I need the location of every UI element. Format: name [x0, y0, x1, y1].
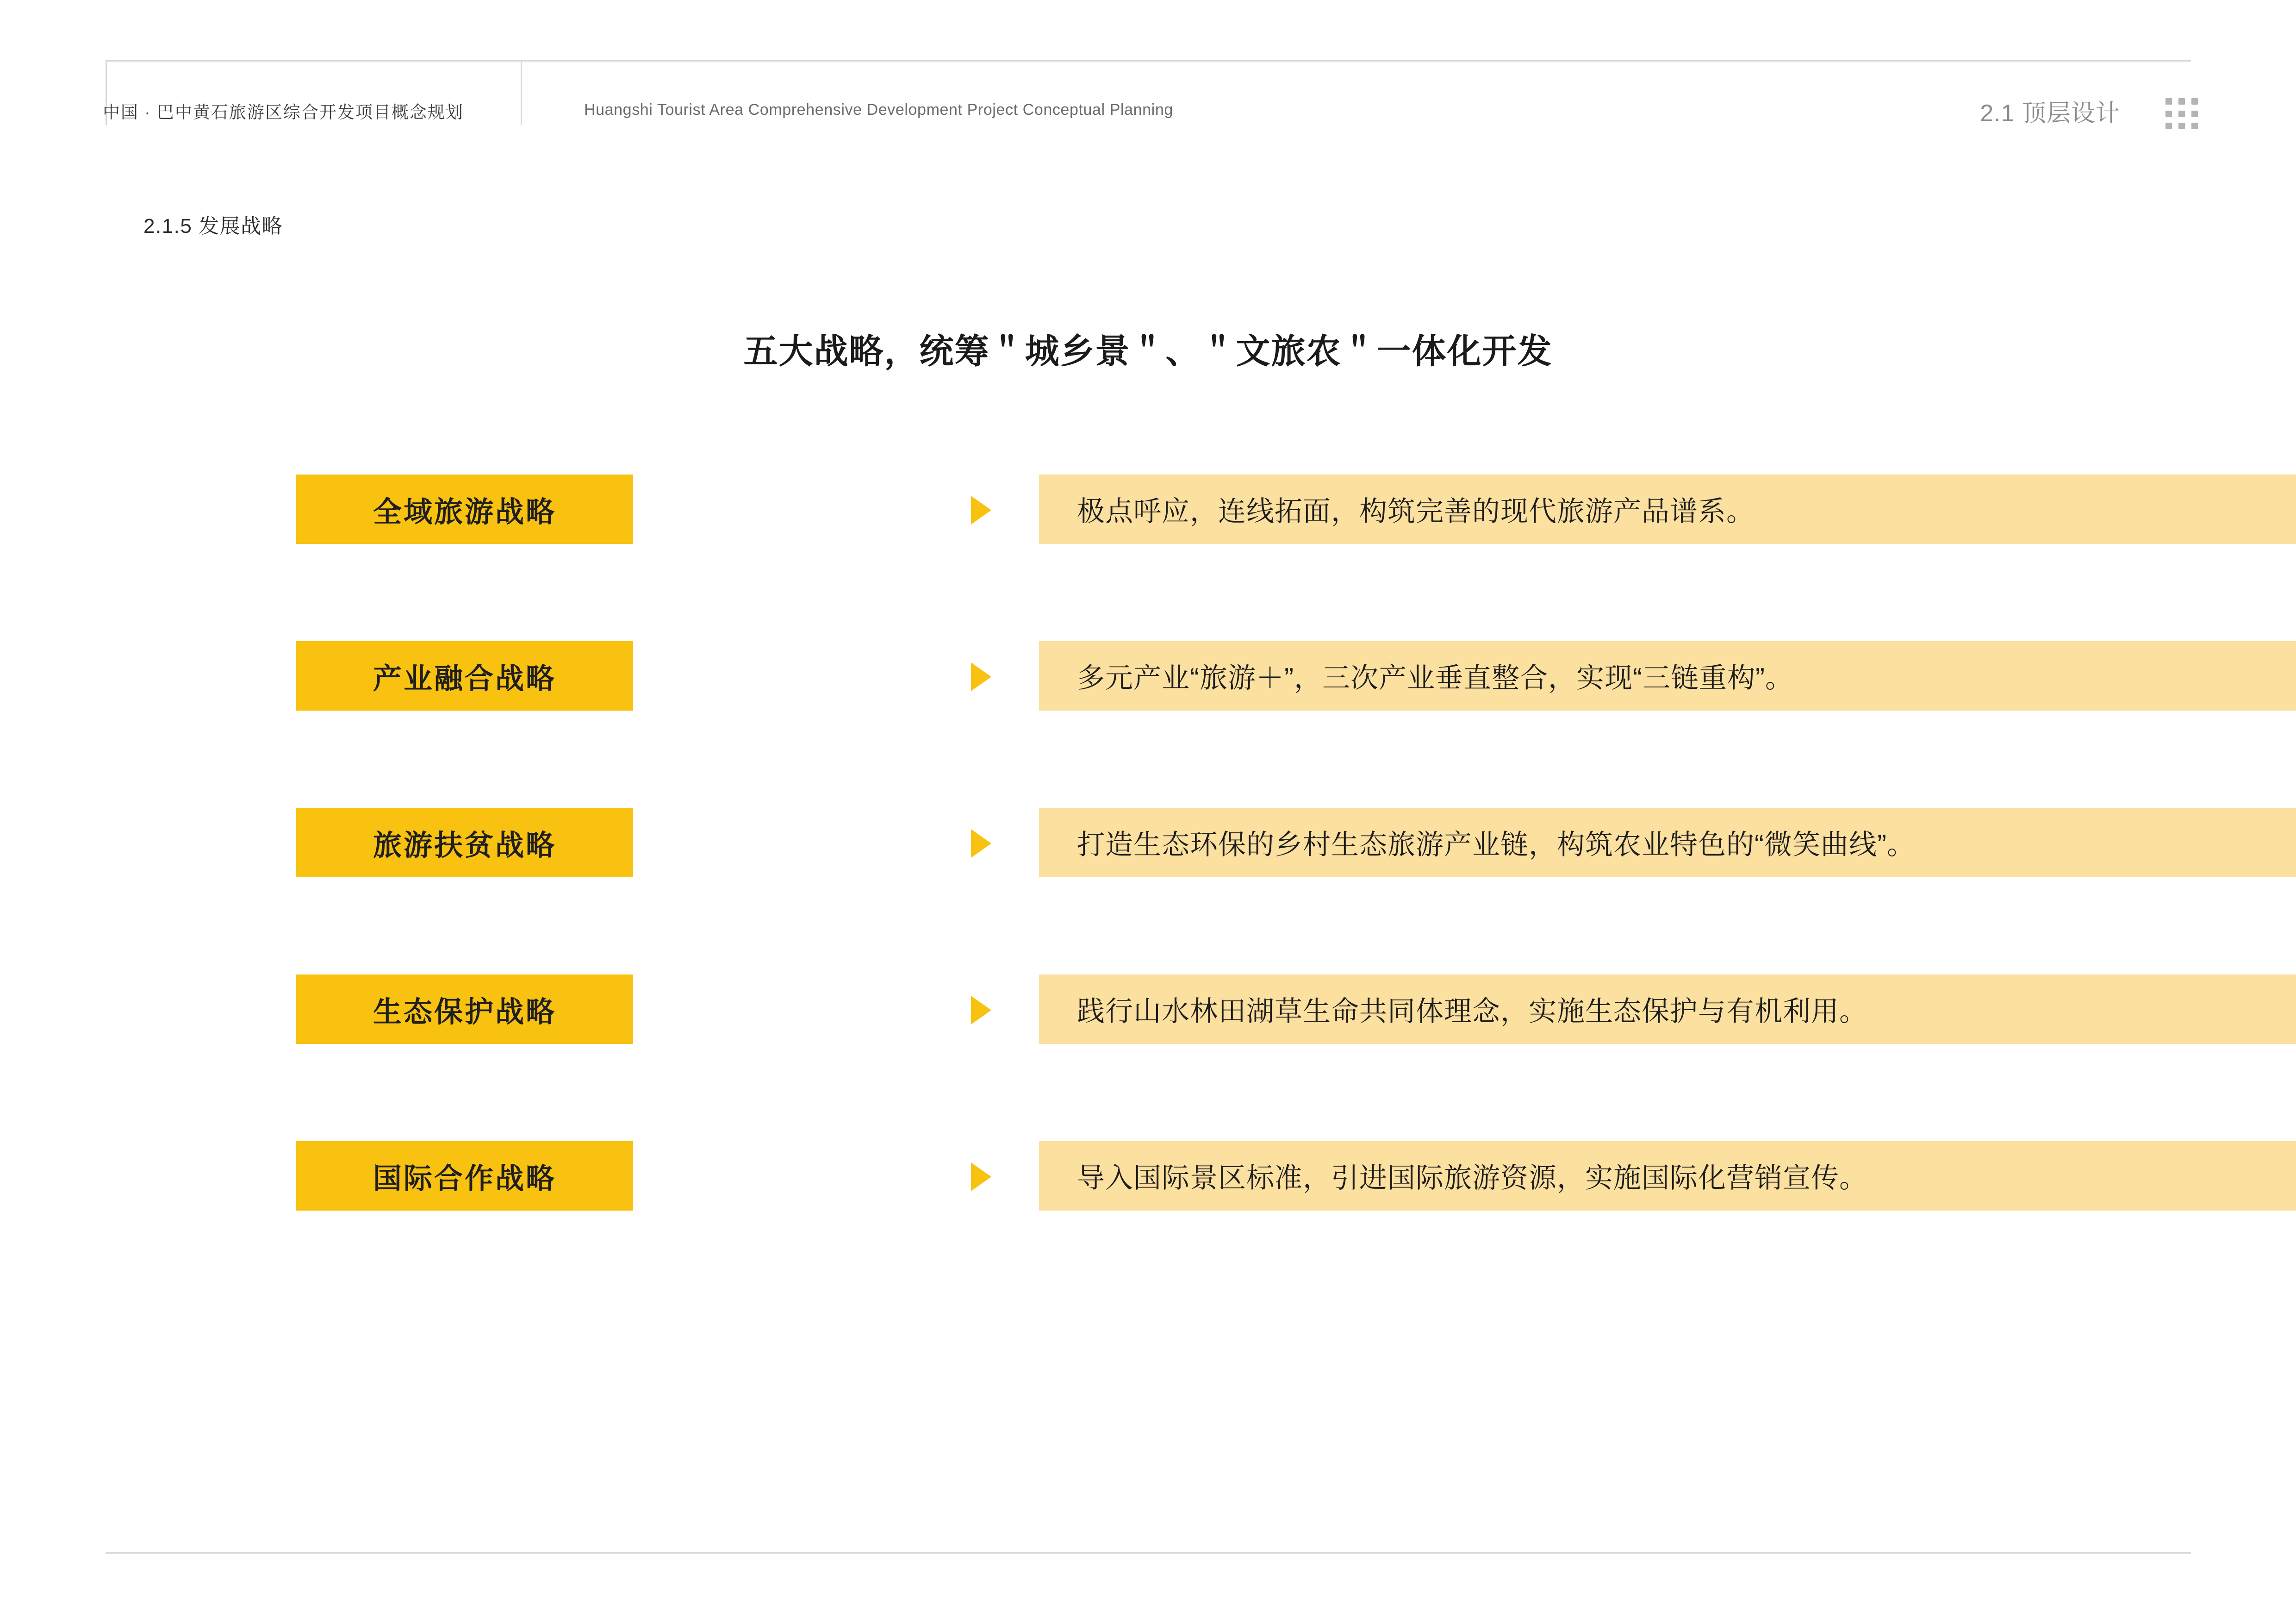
- strategy-description-box: [1039, 974, 2296, 1044]
- strategy-label-box: [296, 475, 633, 544]
- arrow-right-icon: [971, 1162, 991, 1191]
- arrow-right-icon: [971, 496, 991, 525]
- grid-dot: [2178, 98, 2185, 105]
- strategy-description: 导入国际景区标准，引进国际旅游资源，实施国际化营销宣传。: [1077, 1162, 1867, 1193]
- strategy-row: [296, 974, 2009, 1044]
- strategy-description: 多元产业“旅游＋”，三次产业垂直整合，实现“三链重构”。: [1077, 662, 1793, 693]
- strategy-label-box: [296, 808, 633, 877]
- strategy-description-box: [1039, 475, 2296, 544]
- strategy-row: [296, 1141, 2009, 1211]
- strategy-row: [296, 808, 2009, 877]
- arrow-right-icon: [971, 829, 991, 858]
- strategy-row: [296, 475, 2009, 544]
- strategy-label: 生态保护战略: [373, 996, 556, 1028]
- strategy-description: 践行山水林田湖草生命共同体理念，实施生态保护与有机利用。: [1077, 996, 1867, 1027]
- strategy-label: 旅游扶贫战略: [373, 829, 556, 862]
- subsection-label: 2.1.5 发展战略: [143, 215, 283, 237]
- strategy-row: [296, 641, 2009, 711]
- page-header: [0, 0, 2296, 162]
- arrow-right-icon: [971, 996, 991, 1024]
- section-indicator: 2.1 顶层设计: [1980, 100, 2120, 127]
- strategy-description: 打造生态环保的乡村生态旅游产业链，构筑农业特色的“微笑曲线”。: [1077, 829, 1915, 860]
- strategy-label: 全域旅游战略: [373, 496, 556, 528]
- footer-divider: [106, 1552, 2191, 1554]
- strategy-list: [296, 475, 2009, 1211]
- grid-dot: [2191, 98, 2198, 105]
- strategy-label-box: [296, 974, 633, 1044]
- strategy-description-box: [1039, 1141, 2296, 1211]
- grid-dot: [2165, 98, 2172, 105]
- grid-dot: [2191, 123, 2198, 129]
- strategy-label-box: [296, 1141, 633, 1211]
- strategy-label: 国际合作战略: [373, 1162, 556, 1195]
- strategy-description: 极点呼应，连线拓面，构筑完善的现代旅游产品谱系。: [1077, 496, 1755, 527]
- strategy-description-box: [1039, 808, 2296, 877]
- document-title-en: Huangshi Tourist Area Comprehensive Development Project Conceptual Planning: [584, 101, 1173, 119]
- grid-dot: [2178, 111, 2185, 117]
- grid-dot: [2165, 123, 2172, 129]
- strategy-label: 产业融合战略: [373, 662, 556, 695]
- grid-dot: [2165, 111, 2172, 117]
- strategy-label-box: [296, 641, 633, 711]
- arrow-right-icon: [971, 662, 991, 691]
- page-title: 五大战略，统筹＂城乡景＂、＂文旅农＂一体化开发: [743, 332, 1553, 370]
- document-title-cn: 中国 · 巴中黄石旅游区综合开发项目概念规划: [103, 103, 464, 122]
- strategy-description-box: [1039, 641, 2296, 711]
- grid-dot: [2178, 123, 2185, 129]
- grid-menu-icon[interactable]: [2165, 98, 2200, 131]
- grid-dot: [2191, 111, 2198, 117]
